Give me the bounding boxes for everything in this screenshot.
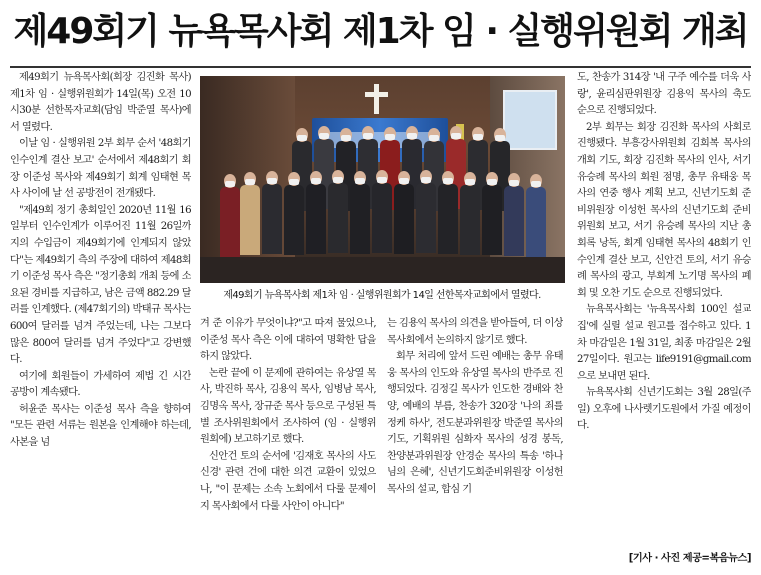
photo-caption: 제49회기 뉴욕목사회 제1차 임 · 실행위원회가 14일 선한목자교회에서 열렸다. <box>223 290 541 301</box>
headline-rule <box>10 66 751 68</box>
paragraph: 도, 찬송가 314장 '내 구주 예수를 더욱 사랑', 윤리심판위원장 김용익 목사의 축도 순으로 진행되었다. <box>577 72 751 117</box>
paragraph: 신안건 토의 순서에 '김재호 목사의 사도신경' 관련 건에 대한 의견 교환이 있었으나, "이 문제는 소속 노회에서 다룰 문제이지 목사회에서 다룰 사안이 아니다" <box>200 450 376 512</box>
paragraph: 겨 준 이유가 무엇이냐?"고 따져 물었으나, 이준성 목사 측은 이에 대하여 명확한 답을 하지 않았다. <box>200 318 376 363</box>
article-column-4 <box>577 70 751 550</box>
paragraph: 이날 임 · 실행위원 2부 회무 순서 '48회기 인수인계 결산 보고' 순서에서 제48회기 회장 이준성 목사와 제49회기 회계 임태현 목사 사이에 날 선 공방전이 전개됐다. <box>10 138 191 200</box>
paragraph: 회무 처리에 앞서 드린 예배는 총무 유태웅 목사의 인도와 유상열 목사의 반주로 진행되었다. 김정길 목사가 인도한 경배와 찬양, 예배의 부름, 찬송가 320장 '나의 죄를 정케 하사', 전도분과위원장 박준열 목사의 기도, 기획위원 심화자 목사의 성경 봉독, 찬양분과위원장 안경순 목사의 특송 '하나님의 은혜', 신년기도회준비위원장 이성헌 목사의 설교, 합심 기 <box>387 351 563 495</box>
paragraph: 는 김용익 목사의 의견을 받아들여, 더 이상 목사회에서 논의하지 않기로 했다. <box>387 318 563 346</box>
paragraph: 2부 회무는 회장 김진화 목사의 사회로 진행됐다. 부흥강사위원회 김희복 목사의 개회 기도, 회장 김진화 목사의 인사, 서기 유승례 목사의 회원 점명, 총무 유태웅 목사의 연중 행사 계획 보고, 신년기도회 준비위원장 이성헌 목사의 신년기도회 준비위원회 보고, 서기 유승례 목사의 지난 총회록 낭독, 회계 임태현 목사의 48회기 인수인계 결산 보고, 신안건 토의, 서기 유승례 목사의 광고, 부회계 노기명 목사의 폐회 및 오찬 기도 순으로 진행되었다. <box>577 121 751 299</box>
paragraph: 허윤준 목사는 이준성 목사 측을 향하여 "모든 관련 서류는 원본을 인계해야 하는데, 사본을 넘 <box>10 403 191 449</box>
paragraph: 뉴욕목사회는 '뉴욕목사회 100인 설교집'에 실릴 설교 원고를 접수하고 있다. 1차 마감일은 1월 31일, 최종 마감일은 2월 27일이다. 원고는 life9191@gmail.com으로 보내면 된다. <box>577 304 751 382</box>
projection-screen <box>503 90 557 150</box>
meeting-group-photo <box>200 76 565 283</box>
article-column-3 <box>387 316 563 566</box>
cross-icon <box>374 84 379 114</box>
paragraph: 논란 끝에 이 문제에 관하여는 유상열 목사, 박진하 목사, 김용익 목사, 임병남 목사, 김명옥 목사, 장규준 목사 등으로 구성된 특별 조사위원회에서 조사하여 (임 · 실행위원회에) 보고하기로 했다. <box>200 367 376 446</box>
article-column-1 <box>10 70 191 565</box>
paragraph: 여기에 회원들이 가세하여 제법 긴 시간 공방이 계속됐다. <box>10 370 191 399</box>
photo-credit: [기사 · 사진 제공=복음뉴스] <box>628 553 751 564</box>
article-column-2 <box>200 316 376 566</box>
paragraph: 뉴욕목사회 신년기도회는 3월 28일(주일) 오후에 나사렛기도원에서 가질 예정이다. <box>577 387 751 432</box>
article-headline: 제49회기 뉴욕목사회 제1차 임 · 실행위원회 개최 <box>13 11 748 52</box>
paragraph: 제49회기 뉴욕목사회(회장 김진화 목사) 제1차 임 · 실행위원회가 14일(목) 오전 10시30분 선한목자교회(담임 박준열 목사)에서 열렸다. <box>10 72 191 133</box>
paragraph: "제49회 정기 총회일인 2020년 11월 16일부터 인수인계가 이루어진 11월 26일까지의 수입금이 제49회기에 인계되지 않았다"는 제49회기 측의 주장에 대하여 제48회기 이준성 목사 측은 "정기총회 개최 등에 소요된 경비를 지급하고, 남은 금액 882.29 달러를 인계했다. (제47회기의) 박태규 목사는 600여 달러를 넘겨 주었는데, 나는 그보다 많은 800여 달러를 넘겨 주었다"고 강변했다. <box>10 204 191 366</box>
